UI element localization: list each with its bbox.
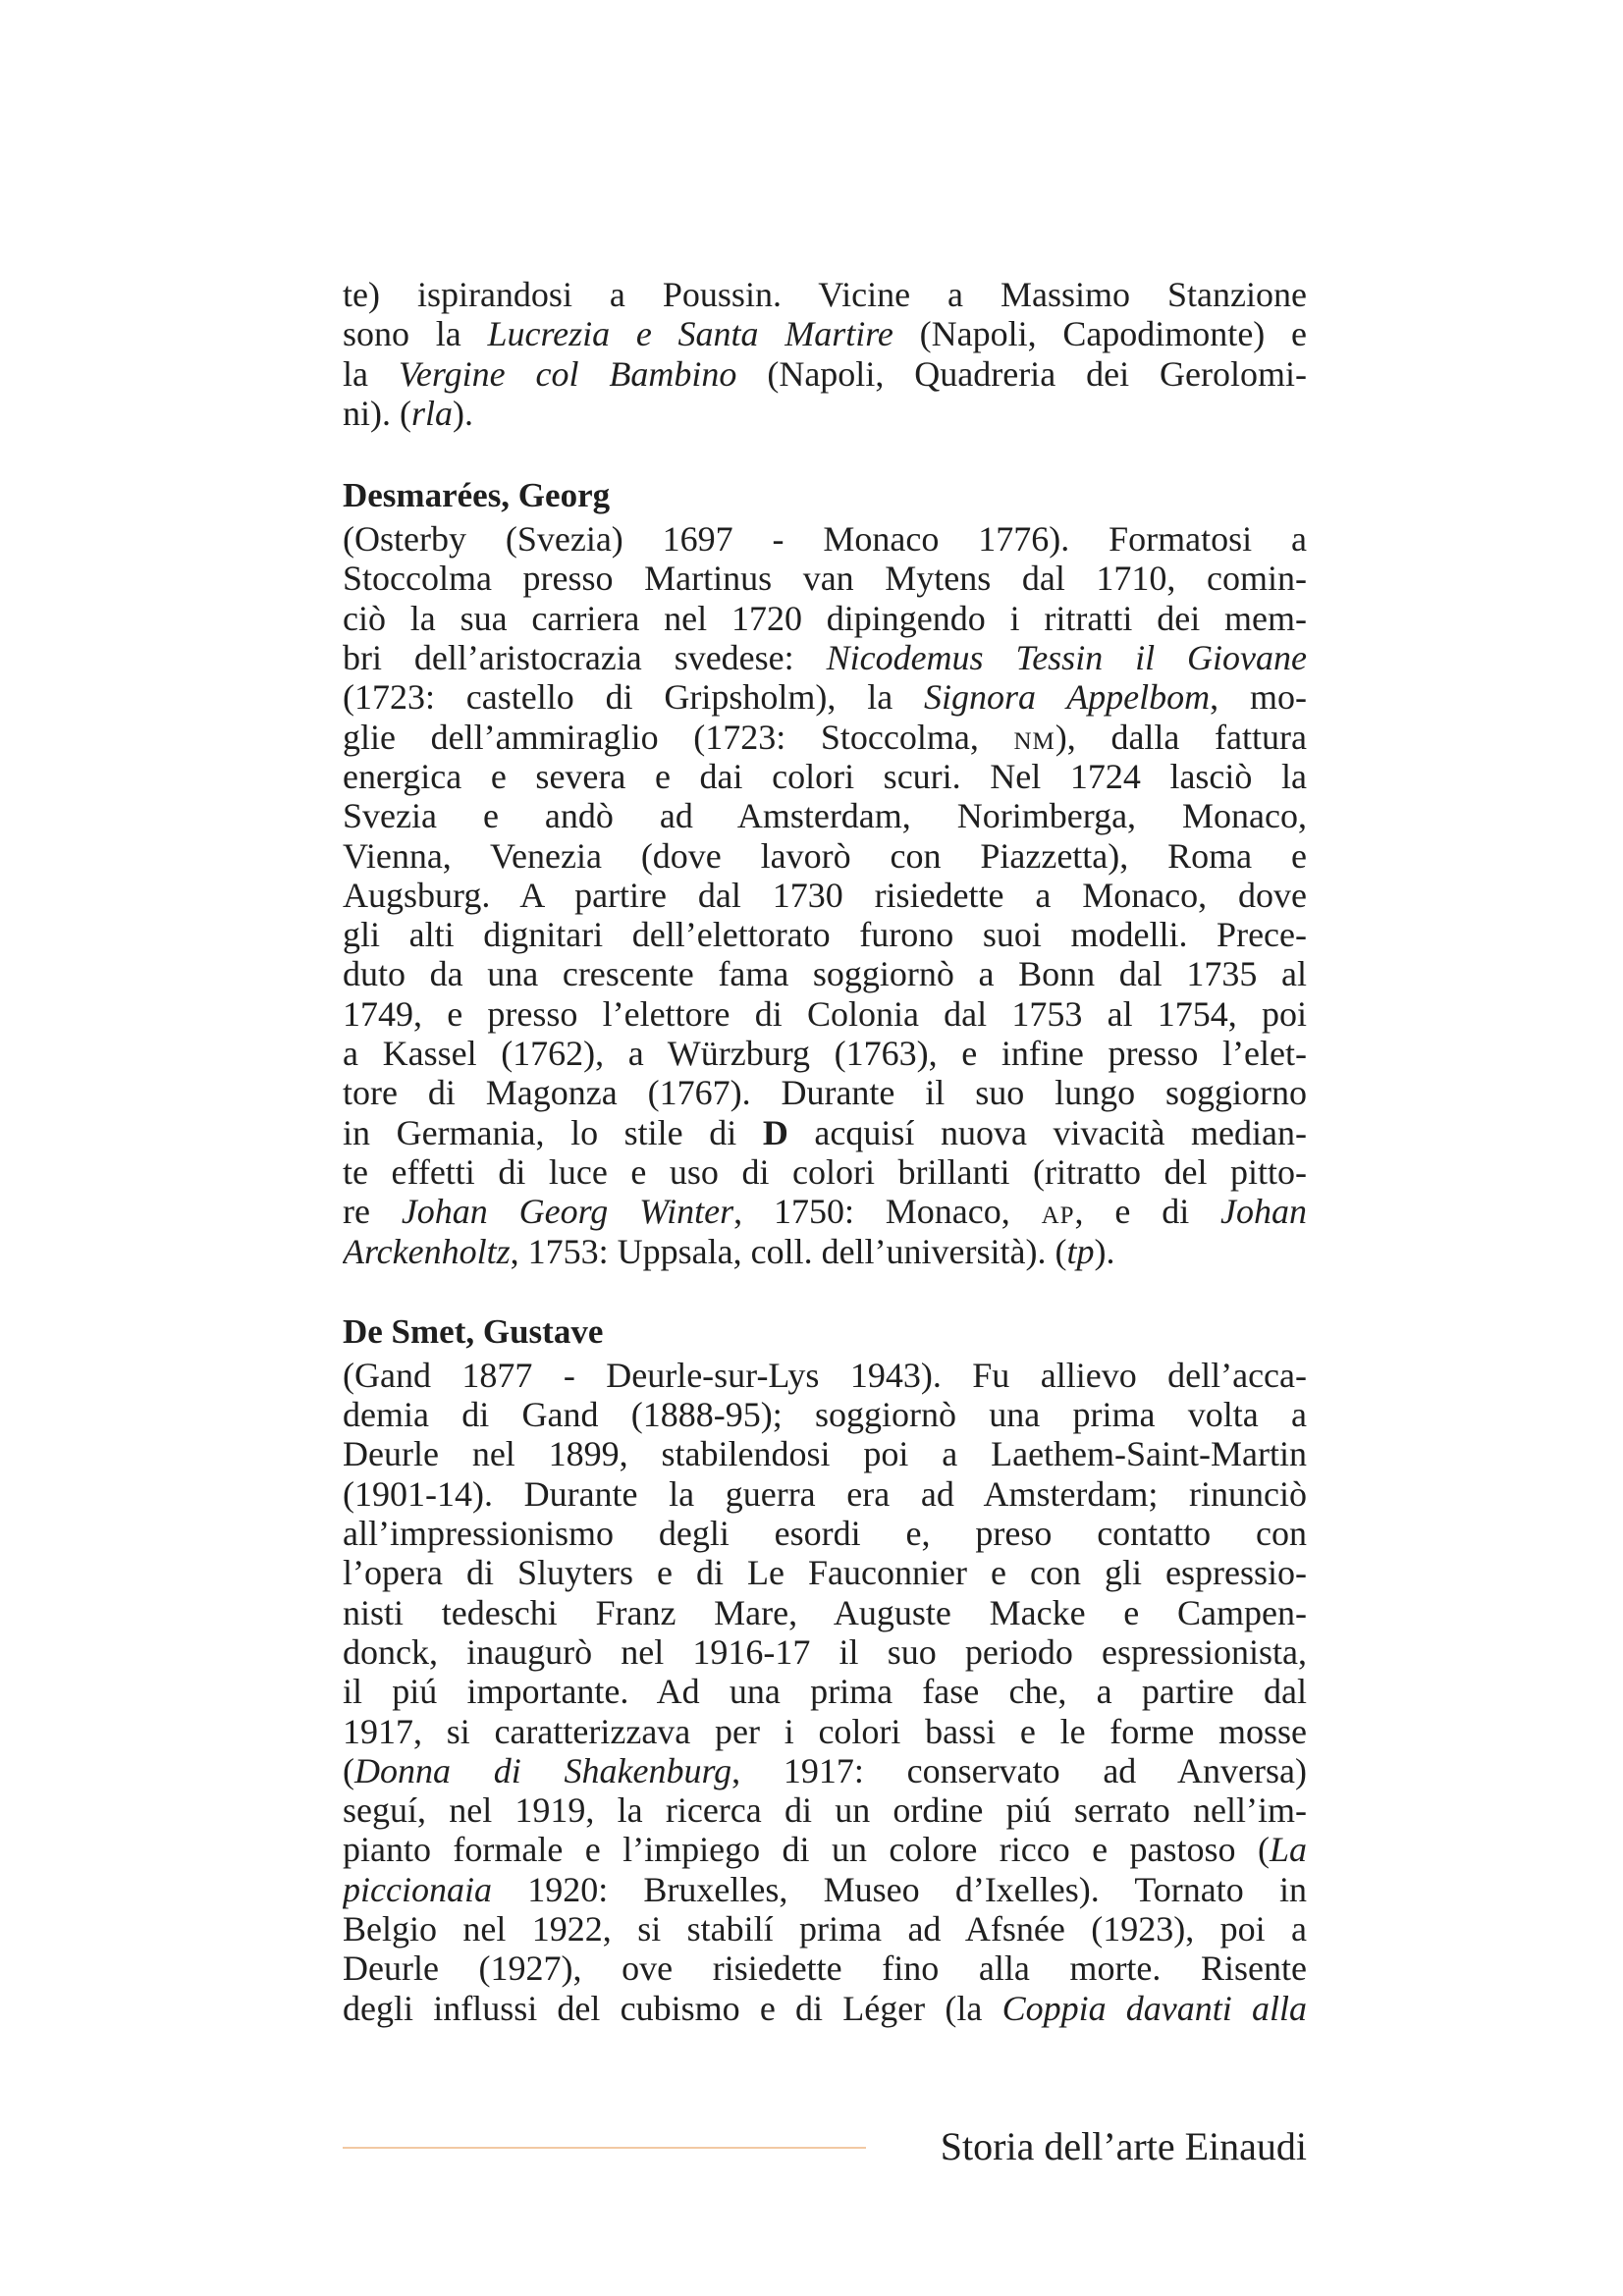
text-line: (Osterby (Svezia) 1697 - Monaco 1776). Formatosi a [343,519,1307,560]
paragraph-gap [343,433,1307,472]
text-line: a Kassel (1762), a Würzburg (1763), e infine presso l’elet- [343,1034,1307,1074]
text-line: ciò la sua carriera nel 1720 dipingendo i ritratti dei mem- [343,598,1307,638]
text-line: duto da una crescente fama soggiornò a Bonn dal 1735 al [343,954,1307,994]
text-line: pianto formale e l’impiego di un colore ricco e pastoso (La [343,1830,1307,1870]
document-page [343,275,1307,2028]
paragraph-gap [343,1271,1307,1308]
text-line: all’impressionismo degli esordi e, preso contatto con [343,1514,1307,1554]
text-line: energica e severa e dai colori scuri. Nel 1724 lasciò la [343,756,1307,796]
text-line: sono la Lucrezia e Santa Martire (Napoli, Capodimonte) e [343,314,1307,354]
text-line: l’opera di Sluyters e di Le Fauconnier e con gli espressio- [343,1553,1307,1593]
text-line: donck, inaugurò nel 1916-17 il suo periodo espressionista, [343,1631,1307,1672]
text-line: glie dell’ammiraglio (1723: Stoccolma, NM), dalla fattura [343,717,1307,757]
entry-heading: De Smet, Gustave [343,1311,604,1351]
footer-title: Storia dell’arte Einaudi [940,2124,1307,2168]
text-line: Svezia e andò ad Amsterdam, Norimberga, Monaco, [343,796,1307,836]
text-line: Vienna, Venezia (dove lavorò con Piazzetta), Roma e [343,835,1307,876]
text-line: demia di Gand (1888-95); soggiornò una prima volta a [343,1395,1307,1435]
text-line: seguí, nel 1919, la ricerca di un ordine piú serrato nell’im- [343,1790,1307,1831]
text-line: Augsburg. A partire dal 1730 risiedette a Monaco, dove [343,875,1307,915]
text-line: piccionaia 1920: Bruxelles, Museo d’Ixelles). Tornato in [343,1869,1307,1909]
text-line: 1917, si caratterizzava per i colori bassi e le forme mosse [343,1711,1307,1751]
text-line: nisti tedeschi Franz Mare, Auguste Macke e Campen- [343,1592,1307,1632]
text-line: Stoccolma presso Martinus van Mytens dal 1710, comin- [343,559,1307,599]
text-line: in Germania, lo stile di D acquisí nuova vivacità median- [343,1112,1307,1152]
text-line: te) ispirandosi a Poussin. Vicine a Massimo Stanzione [343,275,1307,314]
text-line: bri dell’aristocrazia svedese: Nicodemus Tessin il Giovane [343,638,1307,678]
entry-heading: Desmarées, Georg [343,476,611,515]
entry-body [343,1356,1307,2028]
text-line: il piú importante. Ad una prima fase che, a partire dal [343,1672,1307,1712]
entry-body [343,519,1307,1271]
text-line: (Donna di Shakenburg, 1917: conservato ad Anversa) [343,1750,1307,1790]
text-line: 1749, e presso l’elettore di Colonia dal 1753 al 1754, poi [343,993,1307,1034]
text-line: Deurle nel 1899, stabilendosi poi a Laethem-Saint-Martin [343,1434,1307,1474]
text-line: re Johan Georg Winter, 1750: Monaco, AP, e di Johan [343,1192,1307,1232]
text-line: (1723: castello di Gripsholm), la Signora Appelbom, mo- [343,677,1307,718]
entry-desmarees [343,472,1307,1271]
text-line: gli alti dignitari dell’elettorato furono suoi modelli. Prece- [343,915,1307,955]
text-line: (1901-14). Durante la guerra era ad Amsterdam; rinunciò [343,1473,1307,1514]
text-line: Deurle (1927), ove risiedette fino alla morte. Risente [343,1949,1307,1989]
entry-de-smet [343,1308,1307,2028]
text-line: ni). (rla). [343,393,473,433]
intro-paragraph [343,275,1307,433]
text-line: Arckenholtz, 1753: Uppsala, coll. dell’università). (tp). [343,1231,1115,1271]
text-line: la Vergine col Bambino (Napoli, Quadreria dei Gerolomi- [343,353,1307,394]
text-line: te effetti di luce e uso di colori brillanti (ritratto del pitto- [343,1151,1307,1192]
text-line: degli influssi del cubismo e di Léger (la Coppia davanti alla [343,1988,1307,2028]
text-line: Belgio nel 1922, si stabilí prima ad Afsnée (1923), poi a [343,1908,1307,1949]
text-line: tore di Magonza (1767). Durante il suo lungo soggiorno [343,1073,1307,1113]
text-line: (Gand 1877 - Deurle-sur-Lys 1943). Fu allievo dell’acca- [343,1355,1307,1395]
footer-divider [343,2147,866,2149]
